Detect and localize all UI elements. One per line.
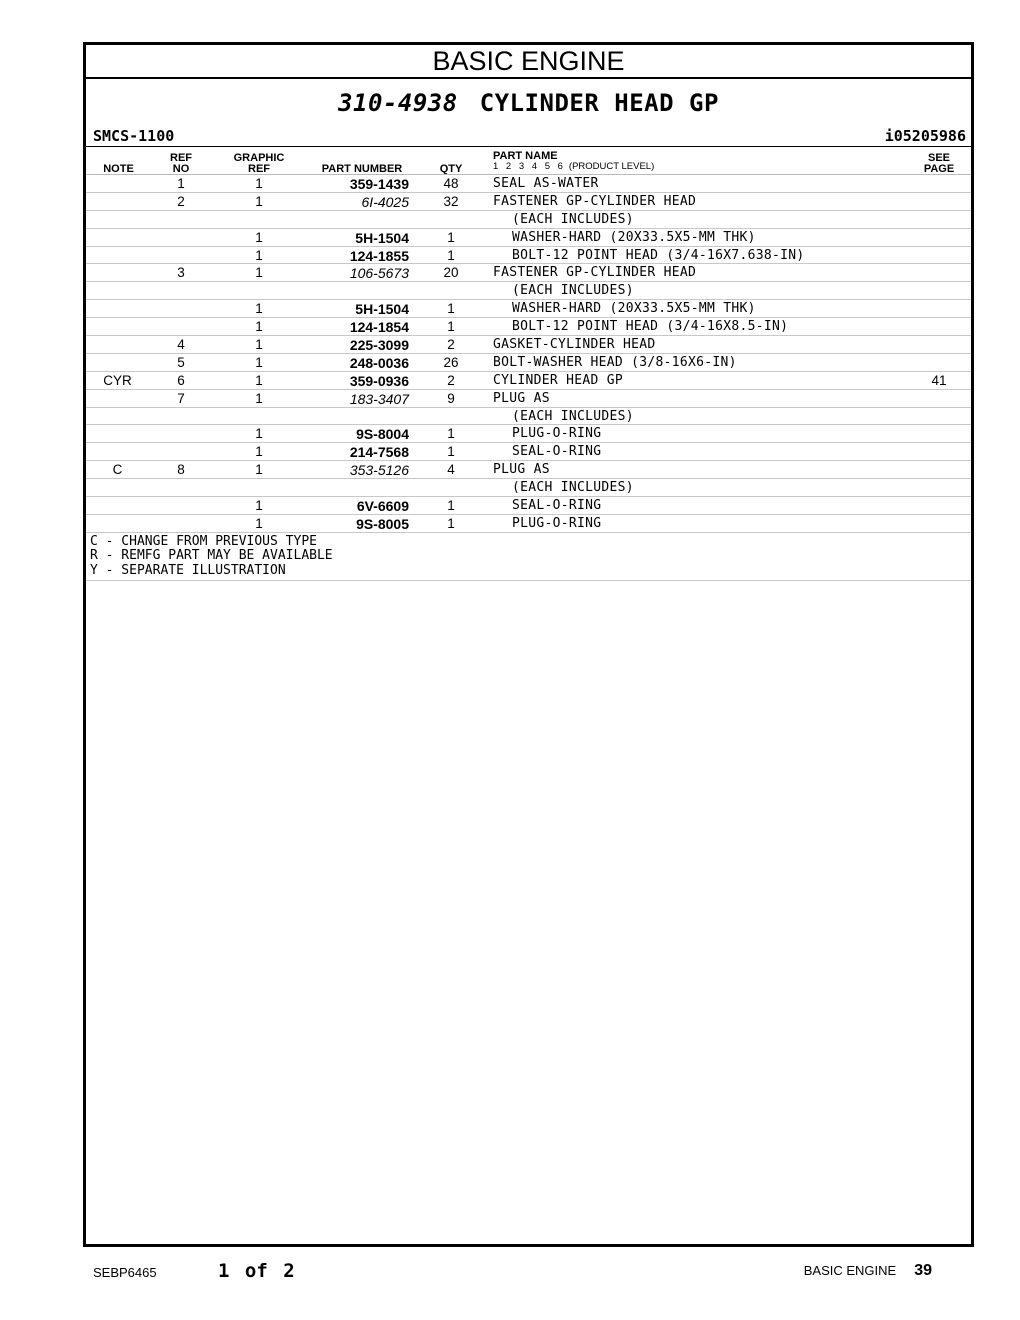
ref-no-cell: 2 [177,193,185,209]
part-name-cell: CYLINDER HEAD GP [493,372,624,388]
graphic-ref-cell: 1 [255,462,263,478]
header-product-level [493,161,654,172]
graphic-ref-cell: 1 [255,176,263,191]
qty-cell: 1 [447,229,455,245]
qty-cell: 26 [443,354,459,370]
table-row [86,336,971,354]
note-cell: CYR [103,372,132,388]
part-number-cell: 106-5673 [349,265,409,282]
qty-cell: 4 [447,462,455,478]
part-number-cell: 248-0036 [349,354,409,371]
table-row [86,318,971,336]
part-number-cell: 9S-8005 [356,515,409,532]
part-name-cell: PLUG AS [493,390,550,406]
part-number-cell: 124-1854 [349,319,409,336]
header-product-level-label: (PRODUCT LEVEL) [568,161,655,172]
header-ref-line1: REF [170,152,192,164]
part-number-cell: 359-1439 [349,176,409,192]
header-qty: QTY [439,163,463,175]
header-levels: 1 2 3 4 5 6 [493,161,563,172]
group-title [86,89,971,117]
ref-no-cell: 8 [177,462,185,478]
illustration-id: i05205986 [884,127,966,145]
part-name-cell: (EACH INCLUDES) [512,480,634,496]
table-row [86,443,971,461]
parts-list [86,175,971,581]
qty-cell: 2 [447,337,455,353]
part-name-cell: SEAL AS-WATER [493,176,599,191]
graphic-ref-cell: 1 [255,354,263,370]
graphic-ref-cell: 1 [255,444,263,460]
ref-no-cell: 6 [177,372,185,388]
graphic-ref-cell: 1 [255,193,263,209]
graphic-ref-cell: 1 [255,498,263,514]
table-row [86,300,971,318]
part-name-cell: WASHER-HARD (20X33.5X5-MM THK) [512,229,756,245]
header-part-number: PART NUMBER [321,163,403,175]
part-number-cell: 6I-4025 [361,193,409,210]
qty-cell: 2 [447,372,455,388]
header-graphic-ref [226,153,292,175]
footer-section-name: BASIC ENGINE [803,1263,897,1278]
table-row [86,408,971,426]
legend [86,533,971,582]
table-row [86,390,971,408]
graphic-ref-cell: 1 [255,229,263,245]
footer-doc-id: SEBP6465 [93,1265,157,1280]
part-number-cell: 214-7568 [349,444,409,461]
graphic-ref-cell: 1 [255,515,263,531]
ref-no-cell: 7 [177,390,185,406]
ref-no-cell: 5 [177,354,185,370]
graphic-ref-cell: 1 [255,247,263,263]
part-number-cell: 5H-1504 [355,229,409,246]
see-page-cell: 41 [931,372,947,388]
part-name-cell: BOLT-12 POINT HEAD (3/4-16X8.5-IN) [512,319,789,335]
graphic-ref-cell: 1 [255,301,263,317]
part-name-cell: (EACH INCLUDES) [512,283,634,299]
note-cell: C [112,462,123,478]
part-number-cell: 359-0936 [349,372,409,389]
graphic-ref-cell: 1 [255,372,263,388]
header-ref-no [164,153,198,175]
header-ref-line2: NO [172,163,190,175]
legend-item: Y - SEPARATE ILLUSTRATION [90,562,286,578]
table-row [86,211,971,229]
page-frame [83,42,974,1247]
part-name-cell: SEAL-O-RING [512,444,602,460]
header-see-line2: PAGE [923,163,955,175]
smcs-code: SMCS-1100 [93,127,175,145]
graphic-ref-cell: 1 [255,319,263,335]
qty-cell: 48 [443,176,459,191]
table-row [86,425,971,443]
ref-no-cell: 3 [177,265,185,281]
part-number-cell: 6V-6609 [356,498,409,515]
qty-cell: 1 [447,319,455,335]
part-name-cell: PLUG-O-RING [512,515,602,531]
graphic-ref-cell: 1 [255,337,263,353]
part-name-cell: SEAL-O-RING [512,498,602,514]
ref-no-cell: 4 [177,337,185,353]
table-row [86,247,971,265]
part-number-cell: 353-5126 [349,462,409,479]
group-name: CYLINDER HEAD GP [479,89,719,117]
header-see-line1: SEE [927,152,950,164]
part-number-cell: 124-1855 [349,247,409,264]
qty-cell: 9 [447,390,455,406]
footer-page-of: 1 of 2 [218,1260,295,1282]
legend-item: R - REMFG PART MAY BE AVAILABLE [90,548,333,564]
part-name-cell: (EACH INCLUDES) [512,211,634,227]
part-name-cell: (EACH INCLUDES) [512,408,634,424]
qty-cell: 1 [447,515,455,531]
table-row [86,515,971,533]
table-row [86,282,971,300]
qty-cell: 1 [447,426,455,442]
part-name-cell: GASKET-CYLINDER HEAD [493,337,656,353]
header-note: NOTE [103,163,134,175]
graphic-ref-cell: 1 [255,265,263,281]
part-number-cell: 183-3407 [349,390,409,407]
part-number-cell: 225-3099 [349,337,409,354]
qty-cell: 1 [447,301,455,317]
table-row [86,229,971,247]
qty-cell: 1 [447,444,455,460]
ref-no-cell: 1 [177,176,185,191]
header-graphic-line1: GRAPHIC [233,152,285,164]
footer-page-number: 39 [914,1262,932,1279]
table-row [86,354,971,372]
footer-section [804,1262,932,1280]
part-name-cell: FASTENER GP-CYLINDER HEAD [493,265,697,281]
header-part-name: PART NAME [493,150,558,162]
header-see-page [919,153,959,175]
table-row [86,193,971,211]
qty-cell: 1 [447,247,455,263]
table-row [86,497,971,515]
table-row [86,175,971,193]
graphic-ref-cell: 1 [255,390,263,406]
graphic-ref-cell: 1 [255,426,263,442]
table-row [86,479,971,497]
legend-item: C - CHANGE FROM PREVIOUS TYPE [90,533,317,549]
table-row [86,264,971,282]
part-name-cell: WASHER-HARD (20X33.5X5-MM THK) [512,301,756,317]
part-number-cell: 5H-1504 [355,301,409,318]
section-title: BASIC ENGINE [86,45,971,79]
qty-cell: 20 [443,265,459,281]
part-name-cell: PLUG-O-RING [512,426,602,442]
part-name-cell: PLUG AS [493,462,550,478]
table-row [86,461,971,479]
part-name-cell: BOLT-12 POINT HEAD (3/4-16X7.638-IN) [512,247,805,263]
qty-cell: 32 [443,193,459,209]
header-divider [86,146,971,147]
part-number-cell: 9S-8004 [356,426,409,443]
header-graphic-line2: REF [248,163,270,175]
group-part-number: 310-4938 [338,89,458,117]
part-name-cell: BOLT-WASHER HEAD (3/8-16X6-IN) [493,354,737,370]
qty-cell: 1 [447,498,455,514]
part-name-cell: FASTENER GP-CYLINDER HEAD [493,193,697,209]
table-row [86,372,971,390]
